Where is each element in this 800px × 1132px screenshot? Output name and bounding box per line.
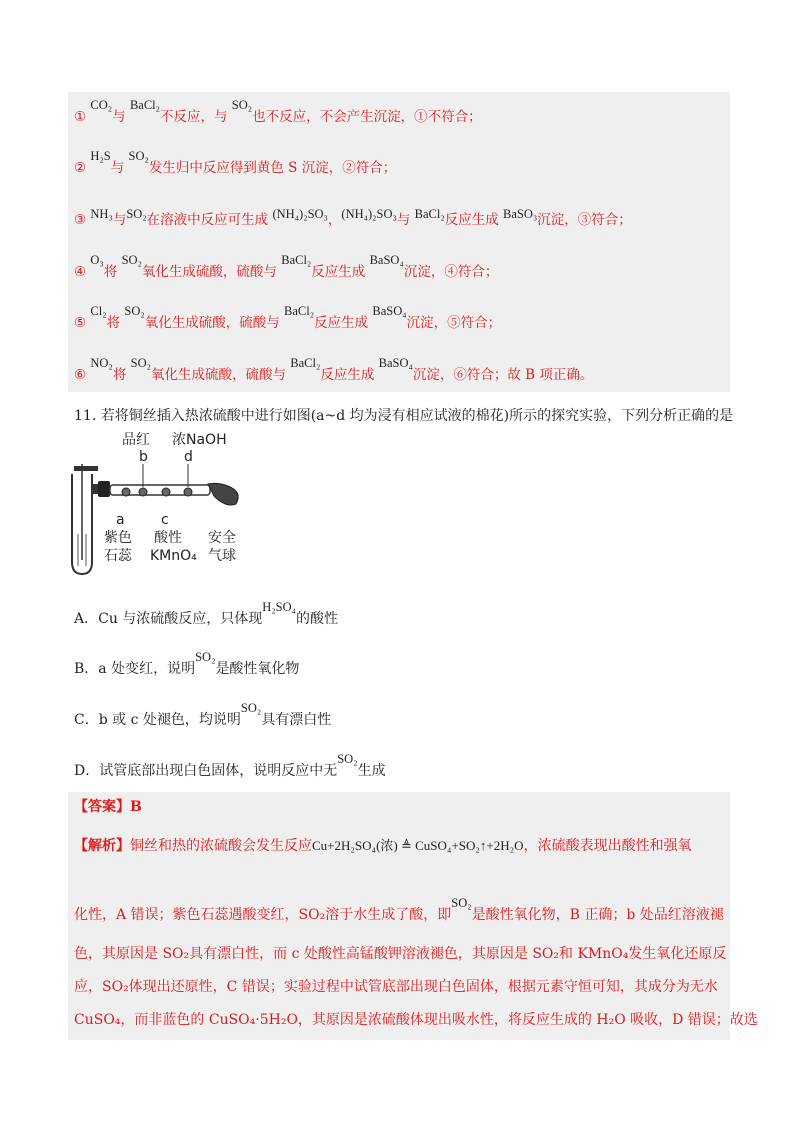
figure-label-pinhong: 品红 bbox=[122, 432, 150, 448]
figure-label-b: b bbox=[139, 449, 148, 465]
analysis-line-5: ⑤ Cl₂将 SO₂氧化生成硫酸，硫酸与 BaCl₂反应生成 BaSO₄沉淀，⑤符合； bbox=[74, 304, 502, 331]
figure-label-a: a bbox=[116, 512, 125, 528]
analysis-block-background bbox=[68, 92, 730, 392]
option-b[interactable]: B．a 处变红，说明SO₂是酸性氧化物 bbox=[74, 650, 300, 677]
figure-label-naoh: 浓NaOH bbox=[172, 432, 227, 448]
option-a[interactable]: A．Cu 与浓硫酸反应，只体现H₂SO₄的酸性 bbox=[74, 600, 339, 627]
figure-label-c-desc-2: KMnO₄ bbox=[150, 548, 197, 564]
figure-label-a-desc-1: 紫色 bbox=[104, 530, 132, 546]
option-d[interactable]: D．试管底部出现白色固体，说明反应中无SO₂生成 bbox=[74, 752, 386, 779]
figure-label-c: c bbox=[161, 512, 169, 528]
explanation-line-3: 色，其原因是 SO₂具有漂白性，而 c 处酸性高锰酸钾溶液褪色，其原因是 SO₂和 KMnO₄发生氧化还原反 bbox=[74, 946, 727, 962]
explanation-line-4: 应，SO₂体现出还原性，C 错误；实验过程中试管底部出现白色固体，根据元素守恒可知，其成分为无水 bbox=[74, 979, 718, 995]
answer-line: 【答案】B bbox=[74, 799, 142, 815]
explanation-line-5: CuSO₄，而非蓝色的 CuSO₄·5H₂O，其原因是浓硫酸体现出吸水性，将反应生成的 H₂O 吸收，D 错误；故选 bbox=[74, 1012, 758, 1028]
option-c[interactable]: C．b 或 c 处褪色，均说明SO₂具有漂白性 bbox=[74, 701, 332, 728]
figure-label-a-desc-2: 石蕊 bbox=[104, 548, 132, 564]
figure-label-d: d bbox=[184, 449, 193, 465]
apparatus-figure bbox=[68, 434, 248, 582]
analysis-line-6: ⑥ NO₂将 SO₂氧化生成硫酸，硫酸与 BaCl₂反应生成 BaSO₄沉淀，⑥符合；故 B 项正确。 bbox=[74, 356, 594, 383]
figure-label-balloon-2: 气球 bbox=[208, 548, 236, 564]
explanation-line-2: 化性，A 错误；紫色石蕊遇酸变红，SO₂溶于水生成了酸，即SO₂是酸性氧化物，B 正确；b 处品红溶液褪 bbox=[74, 896, 724, 923]
analysis-line-4: ④ O₃将 SO₂氧化生成硫酸，硫酸与 BaCl₂反应生成 BaSO₄沉淀，④符合； bbox=[74, 253, 499, 280]
analysis-line-3: ③ NH₃与SO₂在溶液中反应可生成 (NH₄)₂SO₃，(NH₄)₂SO₃与 BaCl₂反应生成 BaSO₃沉淀，③符合； bbox=[74, 207, 632, 228]
explanation-line-1: 【解析】铜丝和热的浓硫酸会发生反应Cu+2H₂SO₄(浓) ≜ CuSO₄+SO₂↑+2H₂O，浓硫酸表现出酸性和强氧 bbox=[74, 838, 692, 854]
figure-label-c-desc-1: 酸性 bbox=[154, 530, 182, 546]
figure-label-balloon-1: 安全 bbox=[208, 530, 236, 546]
question-stem: 11. 若将铜丝插入热浓硫酸中进行如图(a~d 均为浸有相应试液的棉花)所示的探究实验，下列分析正确的是 bbox=[74, 408, 734, 424]
analysis-line-1: ① CO₂与 BaCl₂不反应，与 SO₂也不反应，不会产生沉淀，①不符合； bbox=[74, 98, 482, 125]
analysis-line-2: ② H₂S与 SO₂发生归中反应得到黄色 S 沉淀，②符合； bbox=[74, 149, 397, 176]
